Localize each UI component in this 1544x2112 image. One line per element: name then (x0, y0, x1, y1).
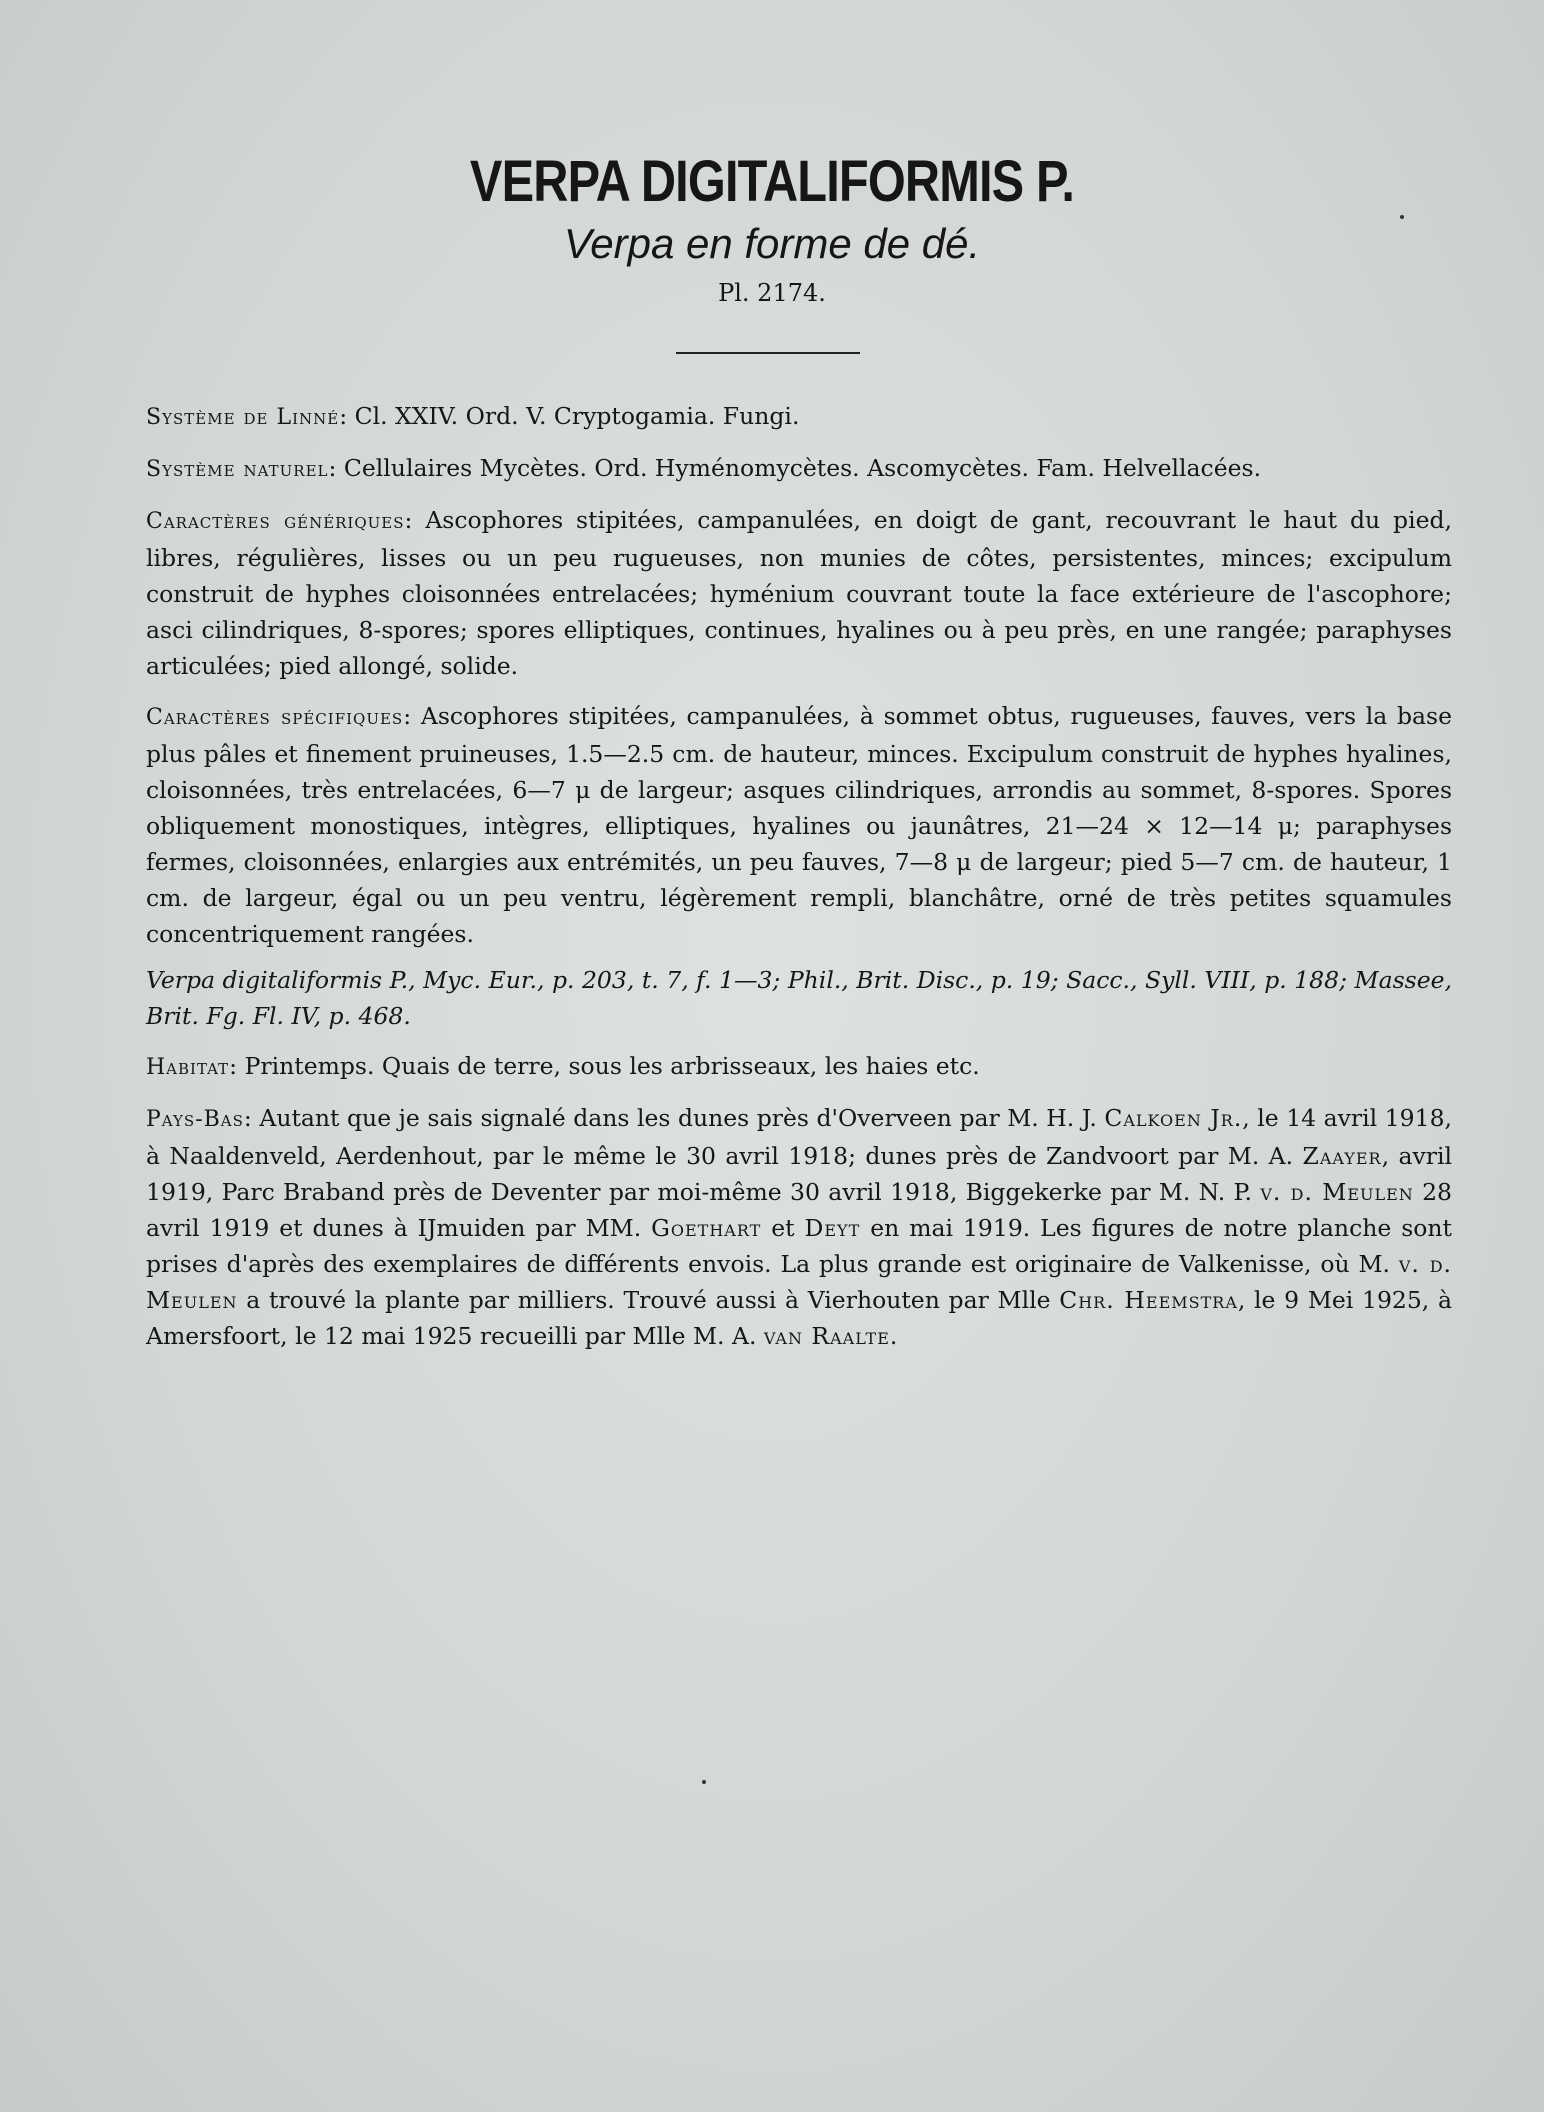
section-linne: Système de Linné: Cl. XXIV. Ord. V. Cryptogamia. Fungi. (146, 402, 800, 430)
section-text: Cl. XXIV. Ord. V. Cryptogamia. Fungi. (354, 402, 800, 430)
section-text: Ascophores stipitées, campanulées, en doigt de gant, recouvrant le haut du pied, libres, régulières, lisses ou un peu rugueuses, non munies de côtes, persistentes, minces; excipulum construit de hyphes cloisonnées entrelacées; hyménium couvrant toute la face extérieure de l'ascophore; asci cilindriques, 8-spores; spores elliptiques, continues, hyalines ou à peu près, en une rangée; paraphyses articulées; pied allongé, solide. (146, 506, 1452, 680)
section-label: Caractères spécifiques (146, 705, 404, 730)
section-text: Printemps. Quais de terre, sous les arbrisseaux, les haies etc. (244, 1052, 980, 1080)
section-specifiques: Caractères spécifiques: Ascophores stipitées, campanulées, à sommet obtus, rugueuses, fauves, vers la base plus pâles et finement pruineuses, 1.5—2.5 cm. de hauteur, minces. Excipulum construit de hyphes hyalines, cloisonnées, très entrelacées, 6—7 μ de largeur; asques cilindriques, arrondis au sommet, 8-spores. Spores obliquement monostiques, intègres, elliptiques, hyalines ou jaunâtres, 21—24 × 12—14 μ; paraphyses fermes, cloisonnées, enlargies aux entrémités, un peu fauves, 7—8 μ de largeur; pied 5—7 cm. de hauteur, 1 cm. de largeur, égal ou un peu ventru, légèrement rempli, blanchâtre, orné de très petites squamules concentriquement rangées. (146, 702, 1452, 948)
page-title: VERPA DIGITALIFORMIS P. (469, 149, 1075, 214)
bibliographic-reference: Verpa digitaliformis P., Myc. Eur., p. 203, t. 7, f. 1—3; Phil., Brit. Disc., p. 19; Sacc., Syll. VIII, p. 188; Massee, Brit. Fg. Fl. IV, p. 468. (146, 966, 1452, 1030)
collector-name: Goethart (651, 1214, 762, 1242)
page-subtitle: Verpa en forme de dé. (563, 220, 981, 267)
section-pays-bas: Pays-Bas: Autant que je sais signalé dans les dunes près d'Overveen par M. H. J. Calkoen Jr., le 14 avril 1918, à Naaldenveld, Aerdenhout, par le même le 30 avril 1918; dunes près de Zandvoort par M. A. Zaayer, avril 1919, Parc Braband près de Deventer par moi-même 30 avril 1918, Biggekerke par M. N. P. v. d. Meulen 28 avril 1919 et dunes à IJmuiden par MM. Goethart et Deyt en mai 1919. Les figures de notre planche sont prises d'après des exemplaires de différents envois. La plus grande est originaire de Valkenisse, où M. v. d. Meulen a trouvé la plante par milliers. Trouvé aussi à Vierhouten par Mlle Chr. Heemstra, le 9 Mei 1925, à Amersfoort, le 12 mai 1925 recueilli par Mlle M. A. van Raalte. (146, 1104, 1453, 1350)
plate-number: Pl. 2174. (718, 279, 826, 307)
page-header (0, 150, 1544, 308)
section-label: Habitat (146, 1055, 230, 1080)
section-habitat: Habitat: Printemps. Quais de terre, sous les arbrisseaux, les haies etc. (146, 1052, 980, 1080)
collector-name: Deyt (804, 1214, 861, 1242)
section-label: Système de Linné (146, 405, 340, 430)
collector-name: v. d. Meulen (146, 1250, 1453, 1314)
section-text: Cellulaires Mycètes. Ord. Hyménomycètes. Ascomycètes. Fam. Helvellacées. (343, 454, 1262, 482)
collector-name: Calkoen Jr. (1104, 1104, 1243, 1132)
section-generiques: Caractères génériques: Ascophores stipitées, campanulées, en doigt de gant, recouvrant le haut du pied, libres, régulières, lisses ou un peu rugueuses, non munies de côtes, persistentes, minces; excipulum construit de hyphes cloisonnées entrelacées; hyménium couvrant toute la face extérieure de l'ascophore; asci cilindriques, 8-spores; spores elliptiques, continues, hyalines ou à peu près, en une rangée; paraphyses articulées; pied allongé, solide. (146, 506, 1452, 680)
collector-name: van Raalte (763, 1322, 890, 1350)
collector-name: Zaayer (1302, 1142, 1382, 1170)
collector-name: Chr. Heemstra (1059, 1286, 1238, 1314)
document-body (146, 398, 1452, 1368)
section-text: Ascophores stipitées, campanulées, à sommet obtus, rugueuses, fauves, vers la base plus pâles et finement pruineuses, 1.5—2.5 cm. de hauteur, minces. Excipulum construit de hyphes hyalines, cloisonnées, très entrelacées, 6—7 μ de largeur; asques cilindriques, arrondis au sommet, 8-spores. Spores obliquement monostiques, intègres, elliptiques, hyalines ou jaunâtres, 21—24 × 12—14 μ; paraphyses fermes, cloisonnées, enlargies aux entrémités, un peu fauves, 7—8 μ de largeur; pied 5—7 cm. de hauteur, 1 cm. de largeur, égal ou un peu ventru, légèrement rempli, blanchâtre, orné de très petites squamules concentriquement rangées. (146, 702, 1452, 948)
section-label: Pays-Bas (146, 1107, 244, 1132)
collector-name: v. d. Meulen (1260, 1178, 1414, 1206)
speck-mark (702, 1780, 706, 1784)
speck-mark (1400, 215, 1404, 219)
divider-rule (676, 352, 860, 354)
section-naturel: Système naturel: Cellulaires Mycètes. Ord. Hyménomycètes. Ascomycètes. Fam. Helvellacées. (146, 454, 1262, 482)
section-label: Caractères génériques (146, 509, 405, 534)
section-label: Système naturel (146, 457, 329, 482)
